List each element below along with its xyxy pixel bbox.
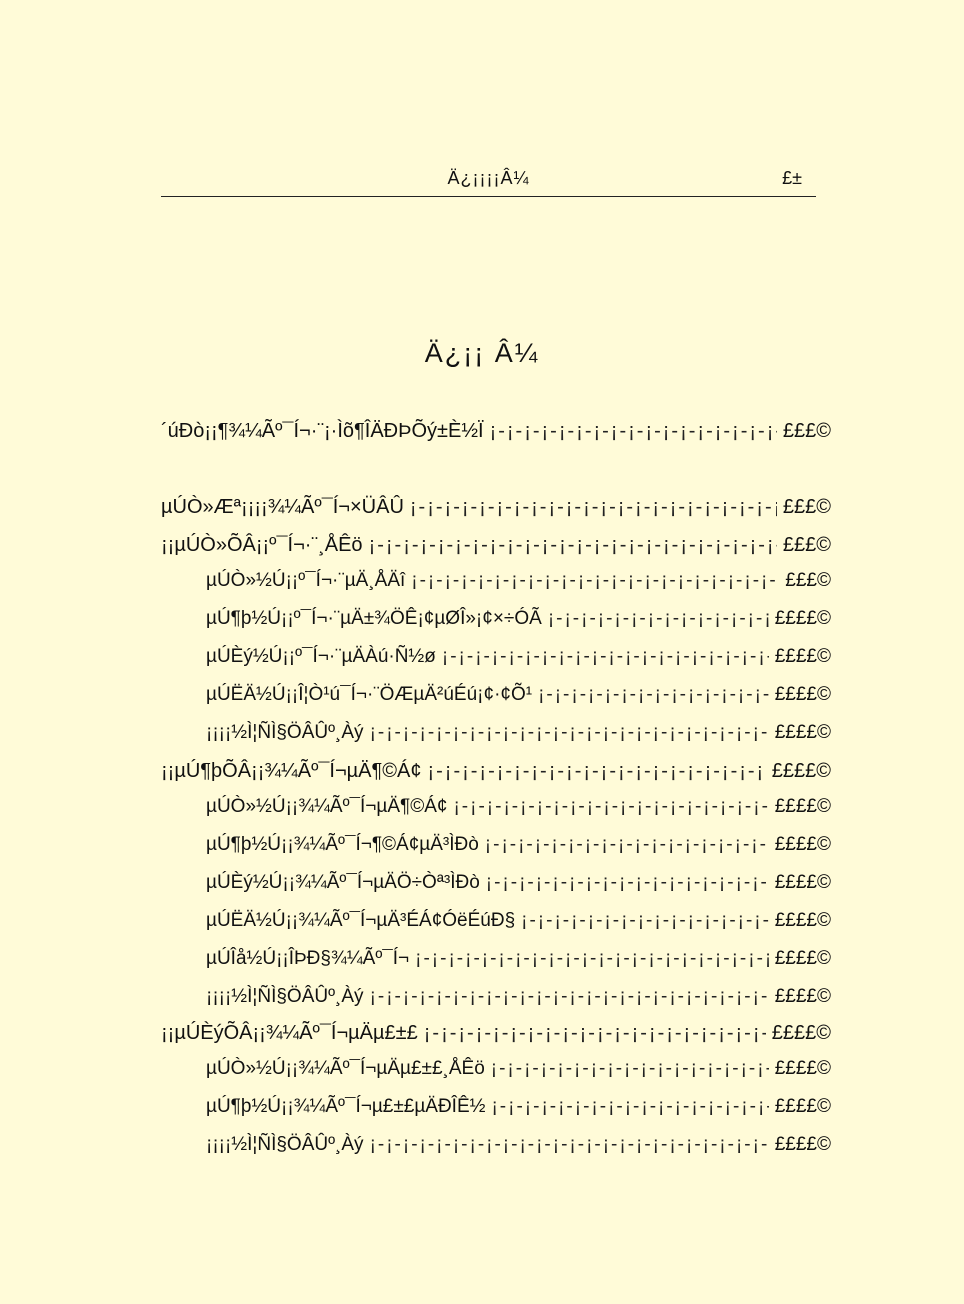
dot-leader [427,760,765,783]
dot-leader [424,1022,766,1045]
dot-leader [485,834,769,856]
toc-entry-label: µÚ¶þ½Ú¡¡º¯Í¬·¨µÄ±¾ÖÊ¡¢µØÎ»¡¢×÷ÓÃ [206,608,542,629]
dot-leader [490,420,777,443]
dot-leader [538,684,769,706]
toc-entry-section[interactable] [161,830,831,860]
toc-entry-page: ££££© [774,834,831,855]
dot-leader [369,534,777,557]
toc-entry-preface[interactable] [161,416,831,446]
toc-entry-chapter[interactable] [161,756,831,786]
toc-entry-section[interactable] [161,1054,831,1084]
toc-entry-label: ¡¡¡¡½Ì¦ÑÌ§ÖÂÛº¸Àý [206,1134,364,1155]
toc-entry-page: ££££© [771,1021,831,1044]
toc-entry-section[interactable] [161,642,831,672]
toc-entry-part[interactable] [161,492,831,522]
toc-entry-chapter[interactable] [161,1018,831,1048]
page-number: £± [782,168,802,188]
toc-entry-page: £££© [785,570,831,591]
toc-entry-label: ¡¡µÚÒ»ÕÂ¡¡º¯Í¬·¨¸ÅÊö [161,533,363,556]
toc-entry-label: µÚÒ»½Ú¡¡¾¼Ãº¯Í¬µÄ¶©Á¢ [206,796,448,817]
toc-entry-section[interactable] [161,792,831,822]
toc-entry-label: µÚÈý½Ú¡¡¾¼Ãº¯Í¬µÄÖ÷Òª³ÌÐò [206,872,480,893]
dot-leader [370,986,769,1008]
toc-entry-page: ££££© [774,948,831,969]
toc-entry-label: µÚ¶þ½Ú¡¡¾¼Ãº¯Í¬¶©Á¢µÄ³ÌÐò [206,834,479,855]
toc-entry-label: ¡¡µÚ¶þÕÂ¡¡¾¼Ãº¯Í¬µÄ¶©Á¢ [161,759,422,782]
toc-entry-section[interactable] [161,604,831,634]
toc-entry-label: µÚÒ»Æª¡¡¡¡¾¼Ãº¯Í¬×ÜÂÛ [161,495,404,518]
dot-leader [370,722,769,744]
toc-entry-label: µÚÈý½Ú¡¡º¯Í¬·¨µÄÀú·Ñ½ø [206,646,436,667]
toc-entry-label: µÚËÄ½Ú¡¡¾¼Ãº¯Í¬µÄ³ÉÁ¢ÓëÉúÐ§ [206,910,516,931]
toc-entry-page: ££££© [774,1058,831,1079]
dot-leader [410,496,777,519]
toc-entry-page: ££££© [774,872,831,893]
toc-entry-section[interactable] [161,1092,831,1122]
toc-entry-page: ££££© [774,986,831,1007]
toc-entry-case-study[interactable] [161,982,831,1012]
toc-entry-page: ££££© [774,646,831,667]
toc-entry-label: µÚÒ»½Ú¡¡¾¼Ãº¯Í¬µÄµ£±£¸ÅÊö [206,1058,485,1079]
toc-entry-page: ££££© [774,1096,831,1117]
toc-entry-page: ££££© [774,722,831,743]
toc-entry-chapter[interactable] [161,530,831,560]
dot-leader [521,910,769,932]
toc-entry-label: ¡¡¡¡½Ì¦ÑÌ§ÖÂÛº¸Àý [206,722,364,743]
dot-leader [411,570,779,592]
toc-entry-page: ££££© [774,1134,831,1155]
toc-entry-label: ¡¡µÚÈýÕÂ¡¡¾¼Ãº¯Í¬µÄµ£±£ [161,1021,418,1044]
dot-leader [415,948,769,970]
dot-leader [453,796,768,818]
toc-entry-section[interactable] [161,680,831,710]
dot-leader [491,1096,768,1118]
toc-entry-label: ¡¡¡¡½Ì¦ÑÌ§ÖÂÛº¸Àý [206,986,364,1007]
toc-entry-label: µÚËÄ½Ú¡¡Î¦Ò¹ú¯Í¬·¨ÖÆµÄ²úÉú¡¢·¢Õ¹ [206,684,533,705]
toc-entry-page: ££££© [771,759,831,782]
toc-entry-case-study[interactable] [161,718,831,748]
toc-entry-section[interactable] [161,868,831,898]
toc-entry-section[interactable] [161,906,831,936]
toc-entry-section[interactable] [161,944,831,974]
dot-leader [548,608,769,630]
toc-entry-page: ££££© [774,608,831,629]
toc-entry-label: µÚ¶þ½Ú¡¡¾¼Ãº¯Í¬µ£±£µÄÐÎÊ½ [206,1096,486,1117]
toc-entry-label: ´úÐò¡¡¶¾¼Ãº¯Í¬·¨¡·Ìõ¶ÎÄÐÞÕý±È½Ï [161,419,484,442]
toc-entry-label: µÚÒ»½Ú¡¡º¯Í¬·¨µÄ¸ÅÄî [206,570,406,591]
dot-leader [491,1058,769,1080]
toc-entry-case-study[interactable] [161,1130,831,1160]
toc-entry-page: ££££© [774,910,831,931]
running-title: Ä¿¡¡¡¡Â¼ [447,168,530,188]
toc-entry-page: £££© [782,419,831,442]
page-title: Ä¿¡¡ Â¼ [424,338,540,368]
toc-entry-page: £££© [782,495,831,518]
toc-entry-page: ££££© [774,684,831,705]
toc-entry-label: µÚÎå½Ú¡¡ÎÞÐ§¾¼Ãº¯Í¬ [206,948,410,969]
dot-leader [442,646,769,668]
toc-entry-page: ££££© [774,796,831,817]
running-header [161,166,816,197]
dot-leader [370,1134,769,1156]
dot-leader [486,872,769,894]
toc-entry-page: £££© [782,533,831,556]
toc-entry-section[interactable] [161,566,831,596]
